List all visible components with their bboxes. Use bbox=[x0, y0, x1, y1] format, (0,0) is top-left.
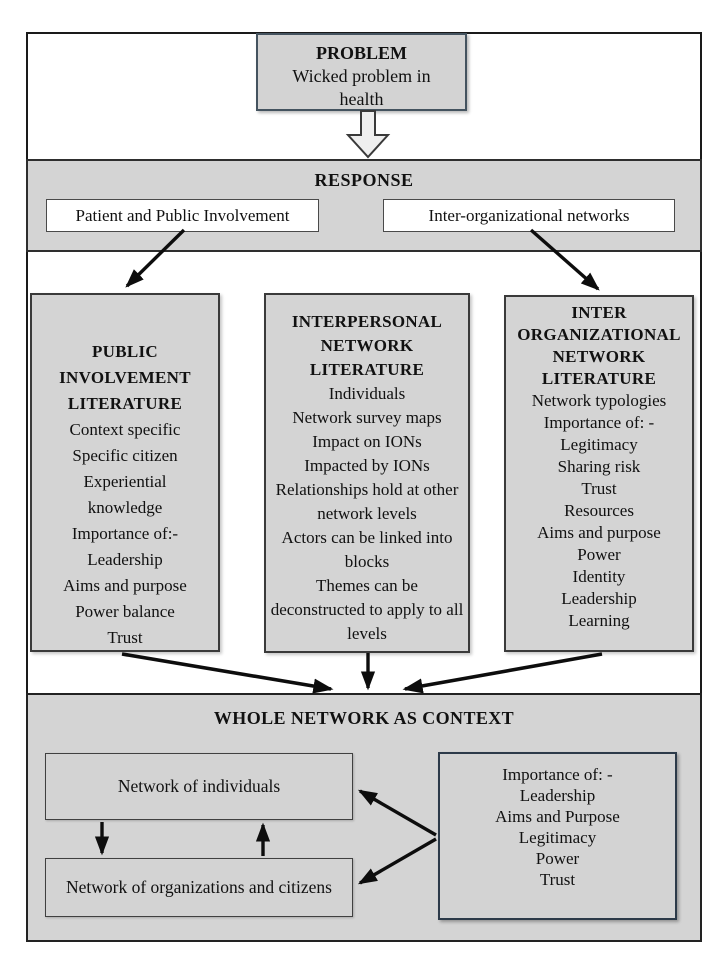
list-line: Identity bbox=[572, 567, 626, 586]
list-line: Importance of:- bbox=[71, 524, 179, 543]
list-line: Power bbox=[577, 545, 621, 564]
interorganizational-network-literature-items bbox=[510, 390, 688, 632]
response-box-ion: Inter-organizational networks bbox=[383, 199, 675, 232]
list-line: Themes can be deconstructed to apply to all levels bbox=[270, 576, 464, 643]
public-involvement-literature-box bbox=[30, 293, 220, 652]
response-title: RESPONSE bbox=[314, 170, 414, 190]
problem-box bbox=[256, 33, 467, 111]
list-line: Resources bbox=[564, 501, 634, 520]
response-box-ppi: Patient and Public Involvement bbox=[46, 199, 319, 232]
list-line: Sharing risk bbox=[557, 457, 641, 476]
list-line: Aims and Purpose bbox=[495, 807, 620, 826]
interpersonal-network-literature-box bbox=[264, 293, 470, 653]
network-of-individuals-box: Network of individuals bbox=[45, 753, 353, 820]
interpersonal-network-literature-title: INTERPERSONAL NETWORK LITERATURE bbox=[291, 312, 443, 379]
list-line: Experiential knowledge bbox=[83, 472, 167, 517]
list-line: Trust bbox=[107, 628, 143, 647]
list-line: Network survey maps bbox=[292, 408, 442, 427]
list-line: Legitimacy bbox=[560, 435, 638, 454]
public-involvement-literature-items bbox=[45, 417, 205, 651]
problem-title: PROBLEM bbox=[315, 43, 407, 63]
list-line: Importance of: - bbox=[502, 765, 613, 784]
interorganizational-network-literature-title: INTER ORGANIZATIONAL NETWORK LITERATURE bbox=[517, 303, 681, 388]
list-line: Individuals bbox=[328, 384, 406, 403]
list-line: Leadership bbox=[519, 786, 596, 805]
list-line: Power bbox=[535, 849, 580, 868]
list-line: Trust bbox=[539, 870, 576, 889]
list-line: Importance of: - bbox=[543, 413, 655, 432]
whole-network-title: WHOLE NETWORK AS CONTEXT bbox=[213, 708, 515, 728]
list-line: Trust bbox=[581, 479, 617, 498]
list-line: Impact on IONs bbox=[312, 432, 422, 451]
importance-box bbox=[438, 752, 677, 920]
list-line: Leadership bbox=[87, 550, 163, 569]
list-line: Learning bbox=[568, 611, 630, 630]
list-line: Legitimacy bbox=[518, 828, 597, 847]
list-line: Aims and purpose bbox=[537, 523, 661, 542]
list-line: Aims and purpose bbox=[63, 576, 187, 595]
network-of-organizations-box: Network of organizations and citizens bbox=[45, 858, 353, 917]
list-line: Relationships hold at other network levels bbox=[275, 480, 459, 523]
list-line: Actors can be linked into blocks bbox=[281, 528, 453, 571]
list-line: Specific citizen bbox=[72, 446, 178, 465]
public-involvement-literature-title: PUBLIC INVOLVEMENT LITERATURE bbox=[59, 342, 191, 413]
list-line: Leadership bbox=[561, 589, 637, 608]
list-line: Network typologies bbox=[531, 391, 667, 410]
list-line: Impacted by IONs bbox=[304, 456, 430, 475]
problem-body: Wicked problem in health bbox=[292, 66, 431, 109]
list-line: Context specific bbox=[69, 420, 181, 439]
interpersonal-network-literature-items bbox=[268, 382, 466, 646]
interorganizational-network-literature-box bbox=[504, 295, 694, 652]
list-line: Power balance bbox=[75, 602, 175, 621]
